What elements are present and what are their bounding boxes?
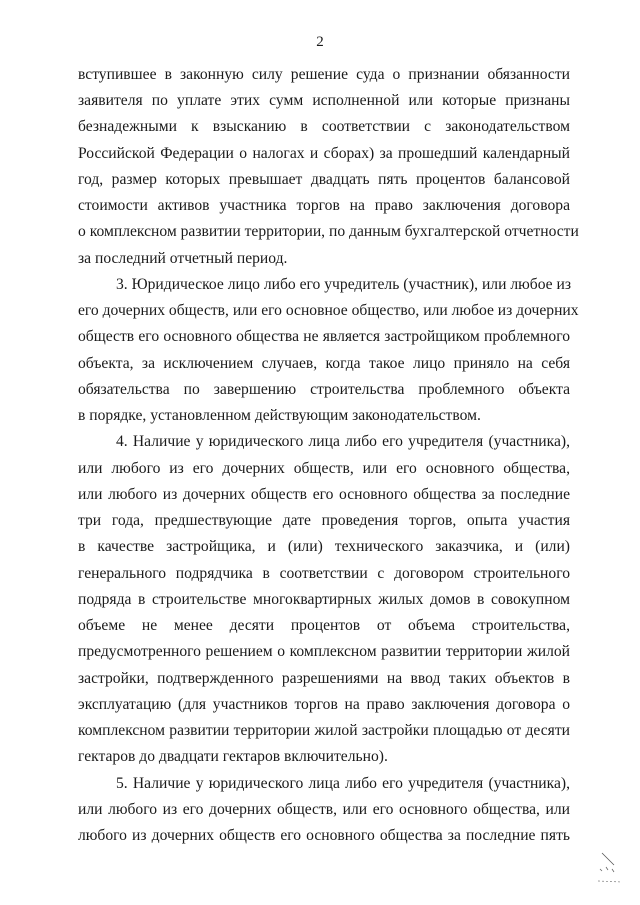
paragraph-3-start: 3. Юридическое лицо либо его учредитель (участник), или любое из [116,276,572,293]
text-line: за последний отчетный период. [78,250,288,267]
text-line: объеме не менее десяти процентов от объема строительства, [78,617,570,634]
text-line: обществ его основного общества не является застройщиком проблемного [78,328,570,345]
text-line: Российской Федерации о налогах и сборах) за прошедший календарный [78,145,570,162]
paragraph-5-start: 5. Наличие у юридического лица либо его учредителя (участника), [116,775,570,792]
text-line: безнадежными к взысканию в соответствии с законодательством [78,118,570,135]
text-line: его дочерних обществ, или его основное общество, или любое из дочерних [78,302,579,319]
text-line: любого из дочерних обществ его основного общества за последние пять [78,827,570,844]
text-line: генерального подрядчика в соответствии с договором строительного [78,565,570,582]
text-line: предусмотренного решением о комплексном развитии территории жилой [78,643,570,660]
text-line: комплексном развитии территории жилой застройки площадью от десяти [78,722,570,739]
text-line: заявителя по уплате этих сумм исполненной или которые признаны [78,92,570,109]
text-line: стоимости активов участника торгов на право заключения договора [78,197,570,214]
text-line: эксплуатацию (для участников торгов на право заключения договора о [78,696,570,713]
text-line: в качестве застройщика, и (или) технического заказчика, и (или) [78,538,570,555]
text-line: год, размер которых превышает двадцать пять процентов балансовой [78,171,570,188]
text-line: застройки, подтвержденного разрешениями на ввод таких объектов в [78,670,570,687]
text-line: подряда в строительстве многоквартирных жилых домов в совокупном [78,591,570,608]
text-line: или любого из дочерних обществ его основного общества за последние [78,486,570,503]
text-line: объекта, за исключением случаев, когда такое лицо приняло на себя [78,355,570,372]
text-line: три года, предшествующие дате проведения торгов, опыта участия [78,512,570,529]
text-line: гектаров до двадцати гектаров включительно). [78,748,388,765]
page-number: 2 [316,34,324,50]
text-line: или любого из его дочерних обществ, или его основного общества, [78,460,570,477]
text-line: обязательства по завершению строительства проблемного объекта [78,381,570,398]
text-line: или любого из его дочерних обществ, или его основного общества, или [78,801,570,818]
scan-mark [596,851,624,891]
text-line: вступившее в законную силу решение суда о признании обязанности [78,66,570,83]
text-line: о комплексном развитии территории, по данным бухгалтерской отчетности [78,223,579,240]
text-line: в порядке, установленном действующим законодательством. [78,407,481,424]
paragraph-4-start: 4. Наличие у юридического лица либо его учредителя (участника), [116,433,570,450]
